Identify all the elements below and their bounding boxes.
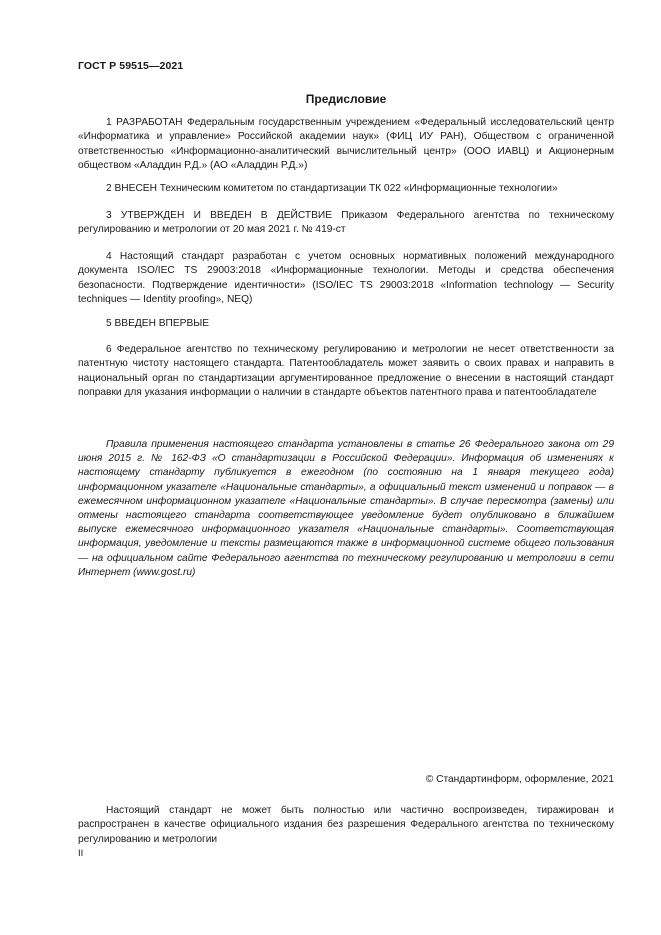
- copyright-line: © Стандартинформ, оформление, 2021: [425, 774, 614, 785]
- paragraph-developed: 1 РАЗРАБОТАН Федеральным государственным учреждением «Федеральный исследовательский центр «Информатика и управление» Российской академии наук» (ФИЦ ИУ РАН), Обществом с ограниченной ответственностью «Информационно-аналитический вычислительный центр» (ООО ИАВЦ) и Акционерным обществом «Аладдин Р.Д.» (АО «Аладдин Р.Д.»): [78, 117, 614, 172]
- document-page: [78, 0, 614, 935]
- section-title: Предисловие: [305, 92, 387, 106]
- page-number: II: [78, 848, 84, 859]
- paragraph-approved: 3 УТВЕРЖДЕН И ВВЕДЕН В ДЕЙСТВИЕ Приказом Федерального агентства по техническому регулированию и метрологии от 20 мая 2021 г. № 419-ст: [78, 210, 614, 236]
- paragraph-submitted: 2 ВНЕСЕН Техническим комитетом по стандартизации ТК 022 «Информационные технологии»: [106, 183, 558, 194]
- standard-id: ГОСТ Р 59515—2021: [78, 60, 184, 72]
- reproduction-rights: Настоящий стандарт не может быть полностью или частично воспроизведен, тиражирован и распространен в качестве официального издания без разрешения Федерального агентства по техническому регулированию и метрологии: [78, 805, 614, 845]
- paragraph-patent: 6 Федеральное агентство по техническому регулированию и метрологии не несет ответственности за патентную чистоту настоящего стандарта. Патентообладатель может заявить о своих правах и направить в национальный орган по стандартизации аргументированное предложение о внесении в настоящий стандарт поправки для указания информации о наличии в стандарте объектов патентного права и патентообладателе: [78, 344, 614, 399]
- application-notice: Правила применения настоящего стандарта установлены в статье 26 Федерального закона от 29 июня 2015 г. № 162-ФЗ «О стандартизации в Российской Федерации». Информация об изменениях к настоящему стандарту публикуется в ежегодном (по состоянию на 1 января текущего года) информационном указателе «Национальные стандарты», а официальный текст изменений и поправок — в ежемесячном информационном указателе «Национальные стандарты». В случае пересмотра (замены) или отмены настоящего стандарта соответствующее уведомление будет опубликовано в ближайшем выпуске ежемесячного информационного указателя «Национальные стандарты». Соответствующая информация, уведомление и тексты размещаются также в информационной системе общего пользования — на официальном сайте Федерального агентства по техническому регулированию и метрологии в сети Интернет (www.gost.ru): [78, 439, 614, 578]
- paragraph-introduced: 5 ВВЕДЕН ВПЕРВЫЕ: [106, 318, 210, 329]
- paragraph-basis: 4 Настоящий стандарт разработан с учетом основных нормативных положений международного документа ISO/IEC TS 29003:2018 «Информационные технологии. Методы и средства обеспечения безопасности. Подтверждение идентичности» (ISO/IEC TS 29003:2018 «Information technology — Security techniques — Identity proofing», NEQ): [78, 251, 614, 306]
